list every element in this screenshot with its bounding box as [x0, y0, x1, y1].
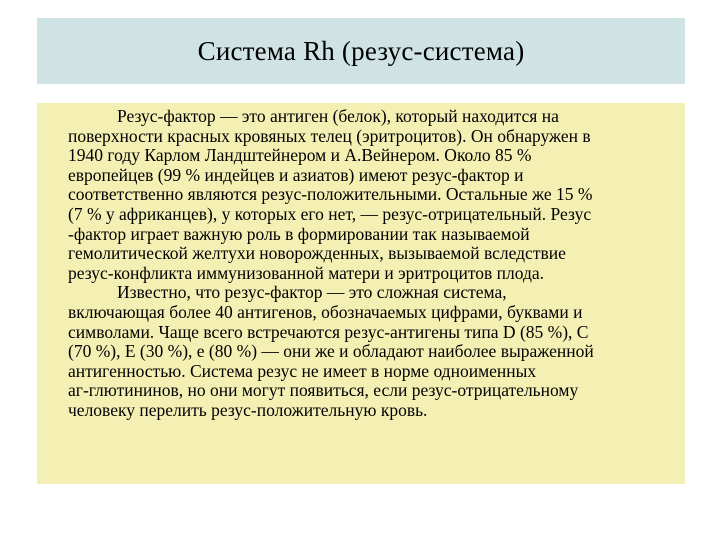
- body-line: поверхности красных кровяных телец (эритроцитов). Он обнаружен в: [68, 126, 591, 146]
- body-line: соответственно являются резус-положительными. Остальные же 15 %: [68, 185, 593, 205]
- body-line: Известно, что резус-фактор — это сложная система,: [117, 283, 507, 303]
- body-line: 1940 году Карлом Ландштейнером и А.Вейнером. Около 85 %: [68, 146, 532, 166]
- body-line: антигенностью. Система резус не имеет в норме одноименных: [68, 361, 537, 381]
- body-line: резус-конфликта иммунизованной матери и эритроцитов плода.: [68, 263, 545, 283]
- body-line: Резус-фактор — это антиген (белок), который находится на: [117, 107, 559, 126]
- slide-title: Система Rh (резус-система): [197, 35, 525, 66]
- title-banner: [37, 18, 685, 84]
- body-line: (7 % у африканцев), у которых его нет, — резус-отрицательный. Резус: [68, 204, 592, 224]
- body-line: включающая более 40 антигенов, обозначаемых цифрами, буквами и: [68, 302, 583, 322]
- body-line: гемолитической желтухи новорожденных, вызываемой вследствие: [68, 244, 566, 264]
- body-line: европейцев (99 % индейцев и азиатов) имеют резус-фактор и: [68, 165, 524, 185]
- body-line: аг-глютининов, но они могут появиться, если резус-отрицательному: [68, 381, 579, 401]
- content-panel: [37, 103, 685, 484]
- body-line: символами. Чаще всего встречаются резус-антигены типа D (85 %), C: [68, 322, 589, 342]
- body-line: -фактор играет важную роль в формировании так называемой: [68, 224, 530, 244]
- body-line: человеку перелить резус-положительную кровь.: [68, 400, 428, 420]
- body-line: (70 %), E (30 %), е (80 %) — они же и обладают наиболее выраженной: [68, 342, 594, 362]
